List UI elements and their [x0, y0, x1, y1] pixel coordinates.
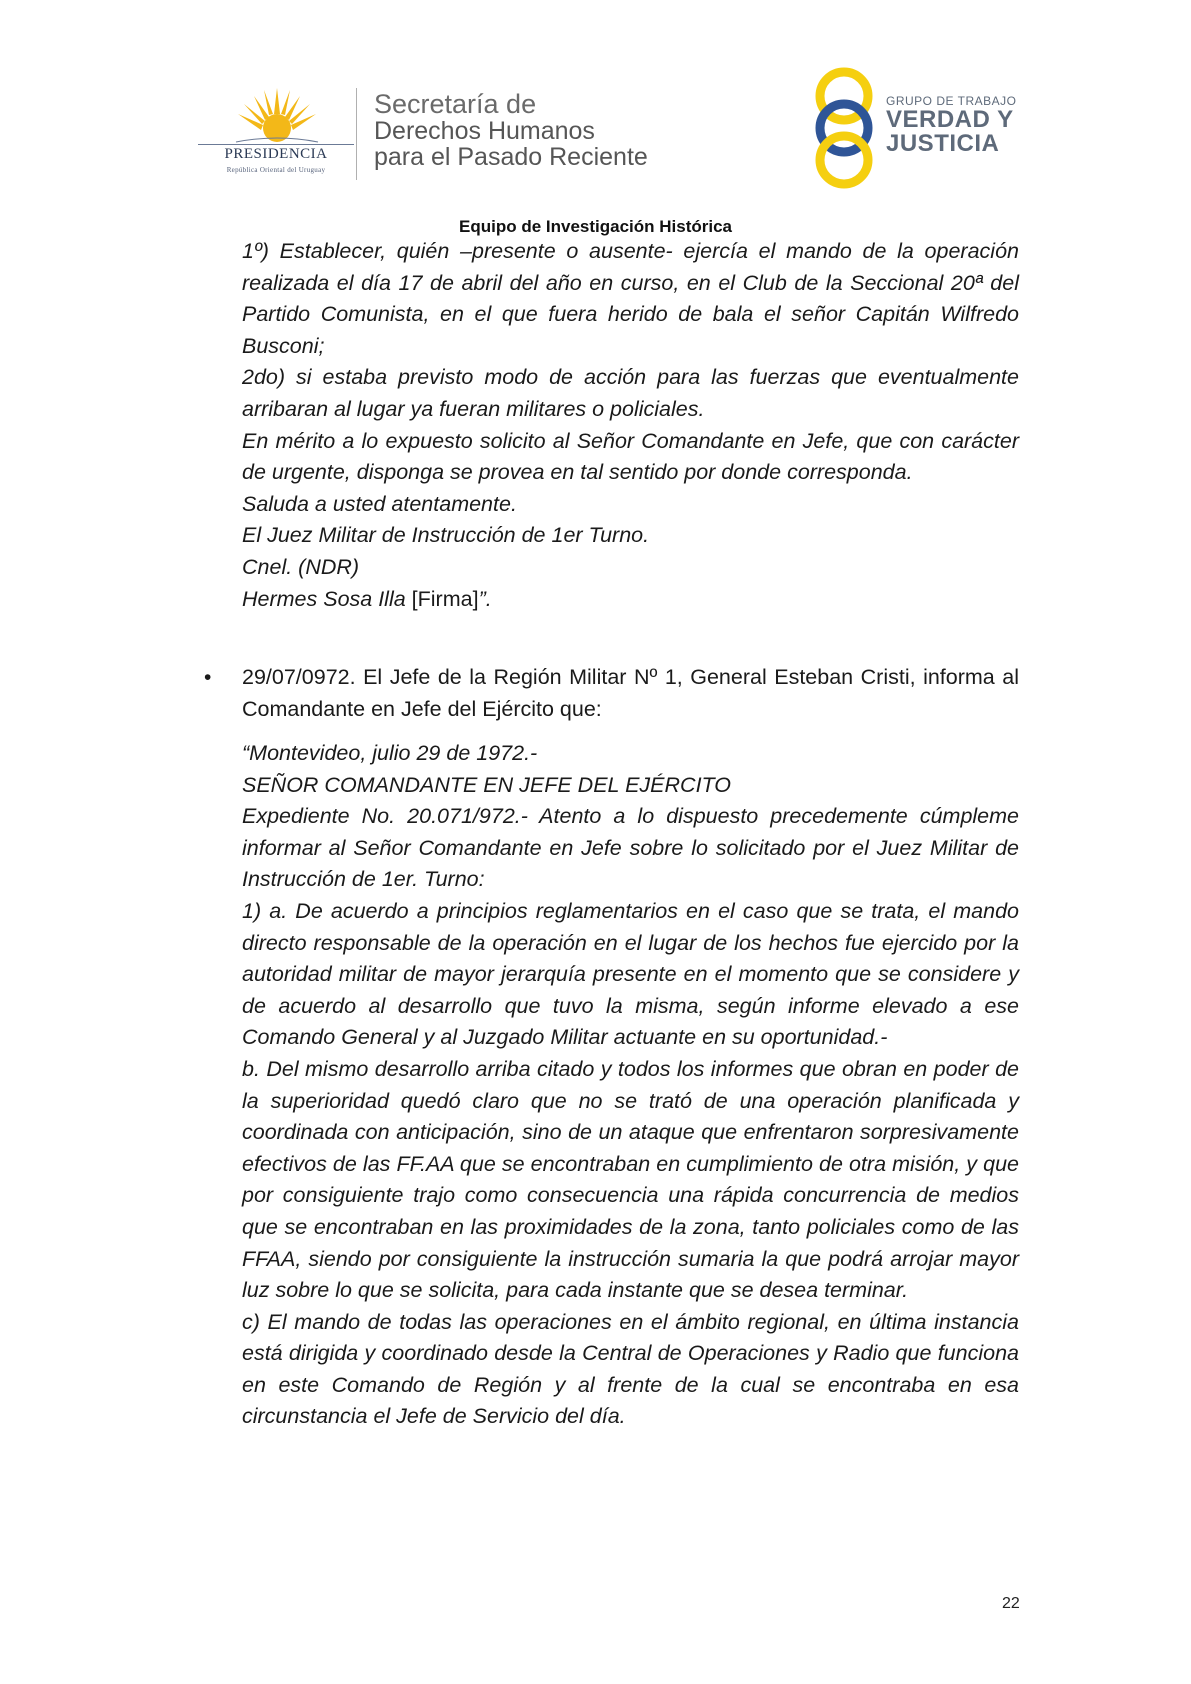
secretaria-line-2: Derechos Humanos	[374, 117, 595, 145]
signer-rank: Cnel. (NDR)	[242, 554, 360, 579]
team-heading: Equipo de Investigación Histórica	[459, 217, 732, 236]
header-divider	[356, 88, 357, 180]
report-date: “Montevideo, julio 29 de 1972.-	[242, 741, 538, 765]
closing-salutation: Saluda a usted atentamente.	[242, 491, 517, 516]
signer-name: Hermes Sosa Illa	[242, 586, 406, 611]
grupo-trabajo-logo	[808, 64, 1018, 192]
signer-role: El Juez Militar de Instrucción de 1er Turno.	[242, 523, 650, 548]
report-address: SEÑOR COMANDANTE EN JEFE DEL EJÉRCITO	[242, 772, 732, 797]
interlocking-rings-logo-icon	[808, 64, 888, 192]
paragraph-3: En mérito a lo expuesto solicito al Señor Comandante en Jefe, que con carácter de urgente, disponga se provea en tal sentido por donde corresponda.	[242, 428, 1019, 485]
signer-name-line	[242, 584, 1019, 616]
presidencia-rule	[198, 144, 354, 145]
grupo-line-1: GRUPO DE TRABAJO	[886, 94, 1017, 108]
page-number: 22	[1002, 1595, 1020, 1612]
paragraph-1: 1º) Establecer, quién –presente o ausente- ejercía el mando de la operación realizada el día 17 de abril del año en curso, en el Club de la Seccional 20ª del Partido Comunista, en el que fuera herido de bala el señor Capitán Wilfredo Busconi;	[242, 239, 1019, 358]
grupo-line-2: VERDAD Y	[886, 106, 1014, 133]
grupo-line-3: JUSTICIA	[886, 130, 1000, 157]
report-paragraph-1: Expediente No. 20.071/972.- Atento a lo dispuesto precedemente cúmpleme informar al Señor Comandante en Jefe sobre lo solicitado por el Juez Militar de Instrucción de 1er. Turno:	[242, 804, 1019, 892]
secretaria-logo-text	[374, 90, 648, 170]
signature-note: [Firma]	[405, 586, 479, 611]
presidencia-logo	[196, 84, 356, 184]
secretaria-line-1: Secretaría de	[374, 89, 537, 119]
quoted-report-block	[242, 738, 1019, 1433]
secretaria-line-3: para el Pasado Reciente	[374, 143, 648, 171]
presidencia-title: PRESIDENCIA	[224, 146, 328, 162]
bullet-icon: •	[204, 666, 212, 689]
report-paragraph-4: c) El mando de todas las operaciones en el ámbito regional, en última instancia está dirigida y coordinado desde la Central de Operaciones y Radio que funciona en este Comando de Región y al frente de la cual se encontraba en esa circunstancia el Jefe de Servicio del día.	[242, 1309, 1019, 1429]
closing-quote: ”.	[478, 586, 492, 611]
quoted-letter-block	[242, 236, 1019, 615]
report-paragraph-3: b. Del mismo desarrollo arriba citado y todos los informes que obran en poder de la superioridad quedó claro que no se trató de una operación planificada y coordinada con anticipación, sino de un ataque que enfrentaron sorpresivamente efectivos de las FF.AA que se encontraban en cumplimiento de otra misión, y que por consiguiente trajo como consecuencia una rápida concurrencia de medios que se encontraban en las proximidades de la zona, tanto policiales como de las FFAA, siendo por consiguiente la instrucción sumaria la que podrá arrojar mayor luz sobre lo que se solicita, para cada instante que se desea terminar.	[242, 1056, 1019, 1303]
presidencia-subtitle: República Oriental del Uruguay	[226, 166, 326, 174]
paragraph-2: 2do) si estaba previsto modo de acción para las fuerzas que eventualmente arribaran al lugar ya fueran militares o policiales.	[242, 365, 1019, 421]
report-paragraph-2: 1) a. De acuerdo a principios reglamentarios en el caso que se trata, el mando directo responsable de la operación en el lugar de los hechos fue ejercido por la autoridad militar de mayor jerarquía presente en el momento que se considere y de acuerdo al desarrollo que tuvo la misma, según informe elevado a ese Comando General y al Juzgado Militar actuante en su oportunidad.-	[242, 898, 1019, 1050]
bullet-entry: 29/07/0972. El Jefe de la Región Militar Nº 1, General Esteban Cristi, informa al Comandante en Jefe del Ejército que:	[242, 665, 1019, 721]
